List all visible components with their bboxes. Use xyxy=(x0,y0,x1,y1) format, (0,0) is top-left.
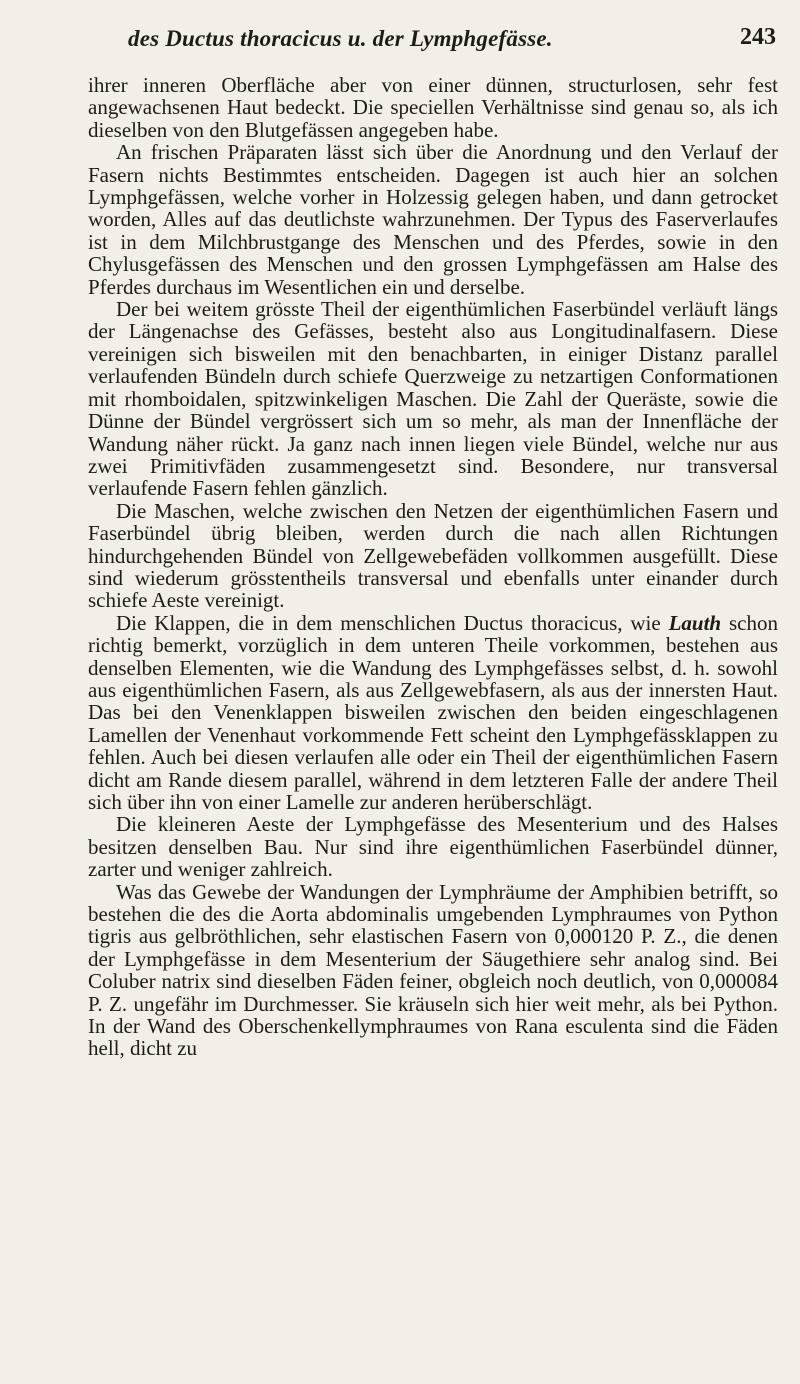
paragraph-text: Die kleineren Aeste der Lymphgefässe des Mesenterium und des Halses besitzen denselben Bau. Nur sind ihre eigenthümlichen Faserbündel dünner, zarter und weniger zahlreich. xyxy=(88,812,778,882)
paragraph xyxy=(88,813,778,880)
page-header xyxy=(88,14,776,64)
author-name: Lauth xyxy=(668,610,722,635)
paragraph-text: Was das Gewebe der Wandungen der Lymphräume der Amphibien betrifft, so bestehen die des die Aorta abdominalis umgebenden Lymphraumes von Python tigris aus gelbröthlichen, sehr elastischen Fasern von 0,000120 P. Z., die denen der Lymphgefässe in dem Mesenterium der Säugethiere sehr analog sind. Bei Coluber natrix sind dieselben Fäden feiner, obgleich noch deutlich, von 0,000084 P. Z. ungefähr im Durchmesser. Sie kräuseln sich hier weit mehr, als bei Python. In der Wand des Oberschenkellymphraumes von Rana esculenta sind die Fäden hell, dicht zu xyxy=(88,879,778,1061)
paragraph xyxy=(88,298,778,500)
paragraph-text: An frischen Präparaten lässt sich über die Anordnung und den Verlauf der Fasern nichts Bestimmtes entscheiden. Dagegen ist auch hier an solchen Lymphgefässen, welche vorher in Holzessig gelegen haben, und dann getrocket worden, Alles auf das deutlichste wahrzunehmen. Der Typus des Faserverlaufes ist in dem Milchbrustgange des Menschen und des Pferdes, sowie in den Chylusgefässen des Menschen und den grossen Lymphgefässen am Halse des Pferdes durchaus im Wesentlichen ein und derselbe. xyxy=(88,140,778,299)
paragraph-text: Der bei weitem grösste Theil der eigenthümlichen Faserbündel verläuft längs der Längenachse des Gefässes, besteht also aus Longitudinalfasern. Diese vereinigen sich bisweilen mit den benachbarten, in einiger Distanz parallel verlaufenden Bündeln durch schiefe Querzweige zu netzartigen Conformationen mit rhomboidalen, spitzwinkeligen Maschen. Die Zahl der Queräste, sowie die Dünne der Bündel vergrössert sich um so mehr, als man der Innenfläche der Wandung näher rückt. Ja ganz nach innen liegen viele Bündel, welche nur aus zwei Primitivfäden zusammengesetzt sind. Besondere, nur transversal verlaufende Fasern fehlen gänzlich. xyxy=(88,297,778,501)
paragraph-text: schon richtig bemerkt, vorzüglich in dem unteren Theile vorkommen, bestehen aus denselben Elementen, wie die Wandung des Lymphgefässes selbst, d. h. sowohl aus eigenthümlichen Fasern, als aus Zellgewebfasern, als aus der innersten Haut. Das bei den Venenklappen bisweilen zwischen den beiden eingeschlagenen Lamellen der Venenhaut vorkommende Fett scheint den Lymphgefässklappen zu fehlen. Auch bei diesen verlaufen alle oder ein Theil der eigenthümlichen Fasern dicht am Rande diesem parallel, während in dem letzteren Falle der andere Theil sich über ihn von einer Lamelle zur anderen herüberschlägt. xyxy=(88,610,778,814)
running-title: des Ductus thoracicus u. der Lymphgefässe. xyxy=(128,26,553,51)
paragraph-text: ihrer inneren Oberfläche aber von einer dünnen, structurlosen, sehr fest angewachsenen Haut bedeckt. Die speciellen Verhältnisse sind genau so, als ich dieselben von den Blutgefässen angegeben habe. xyxy=(88,73,778,142)
paragraph-text: Die Klappen, die in dem menschlichen Ductus thoracicus, wie xyxy=(116,610,669,635)
paragraph xyxy=(88,612,778,814)
paragraph xyxy=(88,500,778,612)
paragraph xyxy=(88,141,778,298)
paragraph xyxy=(88,74,778,141)
body-text xyxy=(88,74,778,1060)
paragraph-text: Die Maschen, welche zwischen den Netzen der eigenthümlichen Fasern und Faserbündel übrig bleiben, werden durch die nach allen Richtungen hindurchgehenden Bündel von Zellgewebefäden vollkommen ausgefüllt. Diese sind wiederum grösstentheils transversal und ebenfalls unter einander durch schiefe Aeste vereinigt. xyxy=(88,498,778,613)
paragraph xyxy=(88,881,778,1060)
page-number: 243 xyxy=(740,24,776,50)
